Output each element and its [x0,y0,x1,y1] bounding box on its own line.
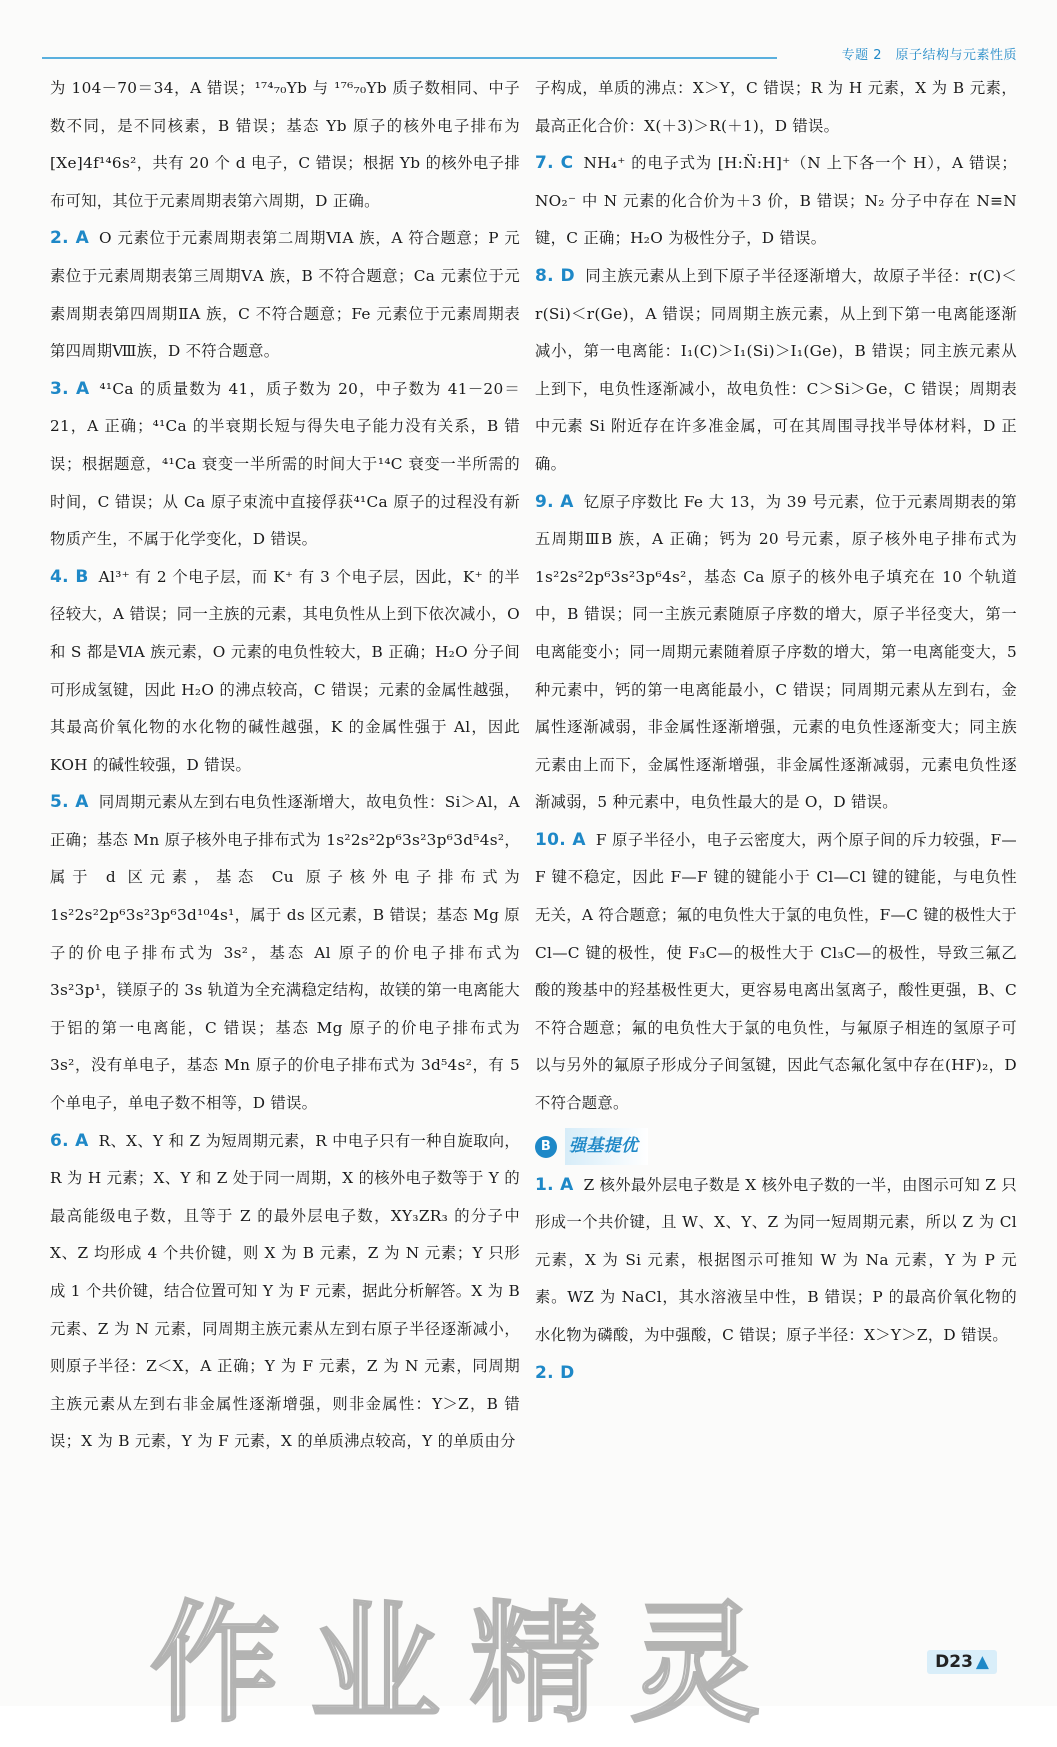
answer-item [50,1123,520,1461]
answer-item [50,220,520,370]
answer-number: 9. A [535,491,574,512]
answer-text: 为 104－70＝34，A 错误；¹⁷⁴₇₀Yb 与 ¹⁷⁶₇₀Yb 质子数相同、中子数不同，是不同核素，B 错误；基态 Yb 原子的核外电子排布为 [Xe]4f¹⁴6s²，共有 20 个 d 电子，C 错误；根据 Yb 的核外电子排布可知，其位于元素周期表第六周期，D 正确。 [50,79,520,210]
answer-text: O 元素位于元素周期表第二周期ⅥA 族，A 符合题意；P 元素位于元素周期表第三周期ⅤA 族，B 不符合题意；Ca 元素位于元素周期表第四周期ⅡA 族，C 不符合题意；Fe 元素位于元素周期表第四周期Ⅷ族，D 不符合题意。 [50,229,521,361]
answer-number: 6. A [50,1130,89,1151]
left-column [50,70,520,1461]
answer-item [50,371,520,559]
header-title: 专题 2 原子结构与元素性质 [841,48,1017,63]
answer-text: ⁴¹Ca 的质量数为 41，质子数为 20，中子数为 41－20＝21，A 正确；⁴¹Ca 的半衰期长短与得失电子能力没有关系，B 错误；根据题意，⁴¹Ca 衰变一半所需的时间大于¹⁴C 衰变一半所需的时间，C 错误；从 Ca 原子束流中直接俘获⁴¹Ca 原子的过程没有新物质产生，不属于化学变化，D 错误。 [50,379,520,549]
section-badge-icon: B [535,1136,557,1158]
page-header [42,40,1017,64]
answer-text: R、X、Y 和 Z 为短周期元素，R 中电子只有一种自旋取向，R 为 H 元素；X、Y 和 Z 处于同一周期，X 的核外电子数等于 Y 的最高能级电子数，且等于 Z 的最外层电子数，XY₃ZR₃ 的分子中 X、Z 均形成 4 个共价键，则 X 为 B 元素，Z 为 N 元素；Y 只形成 1 个共价键，结合位置可知 Y 为 F 元素，据此分析解答。X 为 B 元素、Z 为 N 元素，同周期主族元素从左到右原子半径逐渐减小，则原子半径：Z＜X，A 正确；Y 为 F 元素，Z 为 N 元素，同周期主族元素从左到右非金属性逐渐增强，则非金属性：Y＞Z，B 错误；X 为 B 元素，Y 为 F 元素，X 的单质沸点较高，Y 的单质由分 [50,1131,521,1451]
answer-number: 2. D [535,1362,575,1383]
answer-item [535,145,1017,258]
answer-item [535,258,1017,484]
answer-item [50,784,520,1122]
answer-item [50,70,520,220]
answer-item [535,484,1017,822]
answer-text: 同主族元素从上到下原子半径逐渐增大，故原子半径：r(C)＜r(Si)＜r(Ge)，A 错误；同周期主族元素，从上到下第一电离能逐渐减小，第一电离能：I₁(C)＞I₁(Si)＞I₁(Ge)，B 错误；同主族元素从上到下，电负性逐渐减小，故电负性：C＞Si＞Ge，C 错误；周期表中元素 Si 附近存在许多准金属，可在其周围寻找半导体材料，D 正确。 [535,266,1017,473]
answer-number: 8. D [535,265,575,286]
answer-item [535,70,1017,145]
answer-item [50,559,520,785]
answer-text: Al³⁺ 有 2 个电子层，而 K⁺ 有 3 个电子层，因此，K⁺ 的半径较大，A 错误；同一主族的元素，其电负性从上到下依次减小，O 和 S 都是ⅥA 族元素，O 元素的电负性较大，B 正确；H₂O 分子间可形成氢键，因此 H₂O 的沸点较高，C 错误；元素的金属性越强，其最高价氧化物的水化物的碱性越强，K 的金属性强于 Al，因此 KOH 的碱性较强，D 错误。 [50,567,520,774]
answer-item [535,822,1017,1123]
answer-number: 5. A [50,792,89,813]
answer-text: 子构成，单质的沸点：X＞Y，C 错误；R 为 H 元素，X 为 B 元素，最高正化合价：X(＋3)＞R(＋1)，D 错误。 [535,79,1017,135]
answer-number: 1. A [535,1174,574,1195]
answer-number: 10. A [535,829,586,850]
section-title: 强基提优 [565,1128,648,1166]
answer-number: 4. B [50,566,89,587]
answer-text: 同周期元素从左到右电负性逐渐增大，故电负性：Si＞Al，A 正确；基态 Mn 原子核外电子排布式为 1s²2s²2p⁶3s²3p⁶3d⁵4s²，属于 d 区元素，基态 Cu 原子核外电子排布式为 1s²2s²2p⁶3s²3p⁶3d¹⁰4s¹，属于 ds 区元素，B 错误；基态 Mg 原子的价电子排布式为 3s²，基态 Al 原子的价电子排布式为 3s²3p¹，镁原子的 3s 轨道为全充满稳定结构，故镁的第一电离能大于铝的第一电离能，C 错误；基态 Mg 原子的价电子排布式为 3s²，没有单电子，基态 Mn 原子的价电子排布式为 3d⁵4s²，有 5 个单电子，单电子数不相等，D 错误。 [50,793,520,1113]
answer-text: Z 核外最外层电子数是 X 核外电子数的一半，由图示可知 Z 只形成一个共价键，且 W、X、Y、Z 为同一短周期元素，所以 Z 为 Cl 元素，X 为 Si 元素，根据图示可推知 W 为 Na 元素，Y 为 P 元素。WZ 为 NaCl，其水溶液呈中性，B 错误；P 的最高价氧化物的水化物为磷酸，为中强酸，C 错误；原子半径：X＞Y＞Z，D 错误。 [535,1175,1018,1344]
answer-number: 7. C [535,153,574,174]
answer-item [535,1355,1017,1393]
answer-text: 钇原子序数比 Fe 大 13，为 39 号元素，位于元素周期表的第五周期ⅢB 族，A 正确；钙为 20 号元素，原子核外电子排布式为 1s²2s²2p⁶3s²3p⁶4s²，基态 Ca 原子的核外电子填充在 10 个轨道中，B 错误；同一主族元素随原子序数的增大，原子半径变大，第一电离能变小；同一周期元素随着原子序数的增大，第一电离能变大，5 种元素中，钙的第一电离能最小，C 错误；同周期元素从左到右，金属性逐渐减弱，非金属性逐渐增强，元素的电负性逐渐变大；同主族元素由上而下，金属性逐渐增强，非金属性逐渐减弱，元素电负性逐渐减弱，5 种元素中，电负性最大的是 O，D 错误。 [535,492,1017,812]
answer-text: NH₄⁺ 的电子式为 [H:N̈:H]⁺（N 上下各一个 H），A 错误；NO₂⁻ 中 N 元素的化合价为＋3 价，B 错误；N₂ 分子中存在 N≡N 键，C 正确；H₂O 为极性分子，D 错误。 [535,154,1017,248]
answer-number: 2. A [50,228,90,249]
right-column [535,70,1017,1392]
arrow-icon: ▲ [975,1652,989,1672]
watermark: 作业精灵 [150,1588,791,1740]
answer-number: 3. A [50,378,90,399]
header-rule [42,57,777,59]
page-number [927,1650,997,1674]
answer-item [535,1167,1017,1355]
page-number-text: D23 [935,1652,973,1672]
answer-text: F 原子半径小，电子云密度大，两个原子间的斥力较强，F—F 键不稳定，因此 F—F 键的键能小于 Cl—Cl 键的键能，与电负性无关，A 符合题意；氟的电负性大于氯的电负性，F—C 键的极性大于 Cl—C 键的极性，使 F₃C—的极性大于 Cl₃C—的极性，导致三氟乙酸的羧基中的羟基极性更大，更容易电离出氢离子，酸性更强，B、C 不符合题意；氟的电负性大于氯的电负性，与氟原子相连的氢原子可以与另外的氟原子形成分子间氢键，因此气态氟化氢中存在(HF)₂，D 不符合题意。 [535,830,1017,1113]
section-heading [535,1131,1017,1163]
